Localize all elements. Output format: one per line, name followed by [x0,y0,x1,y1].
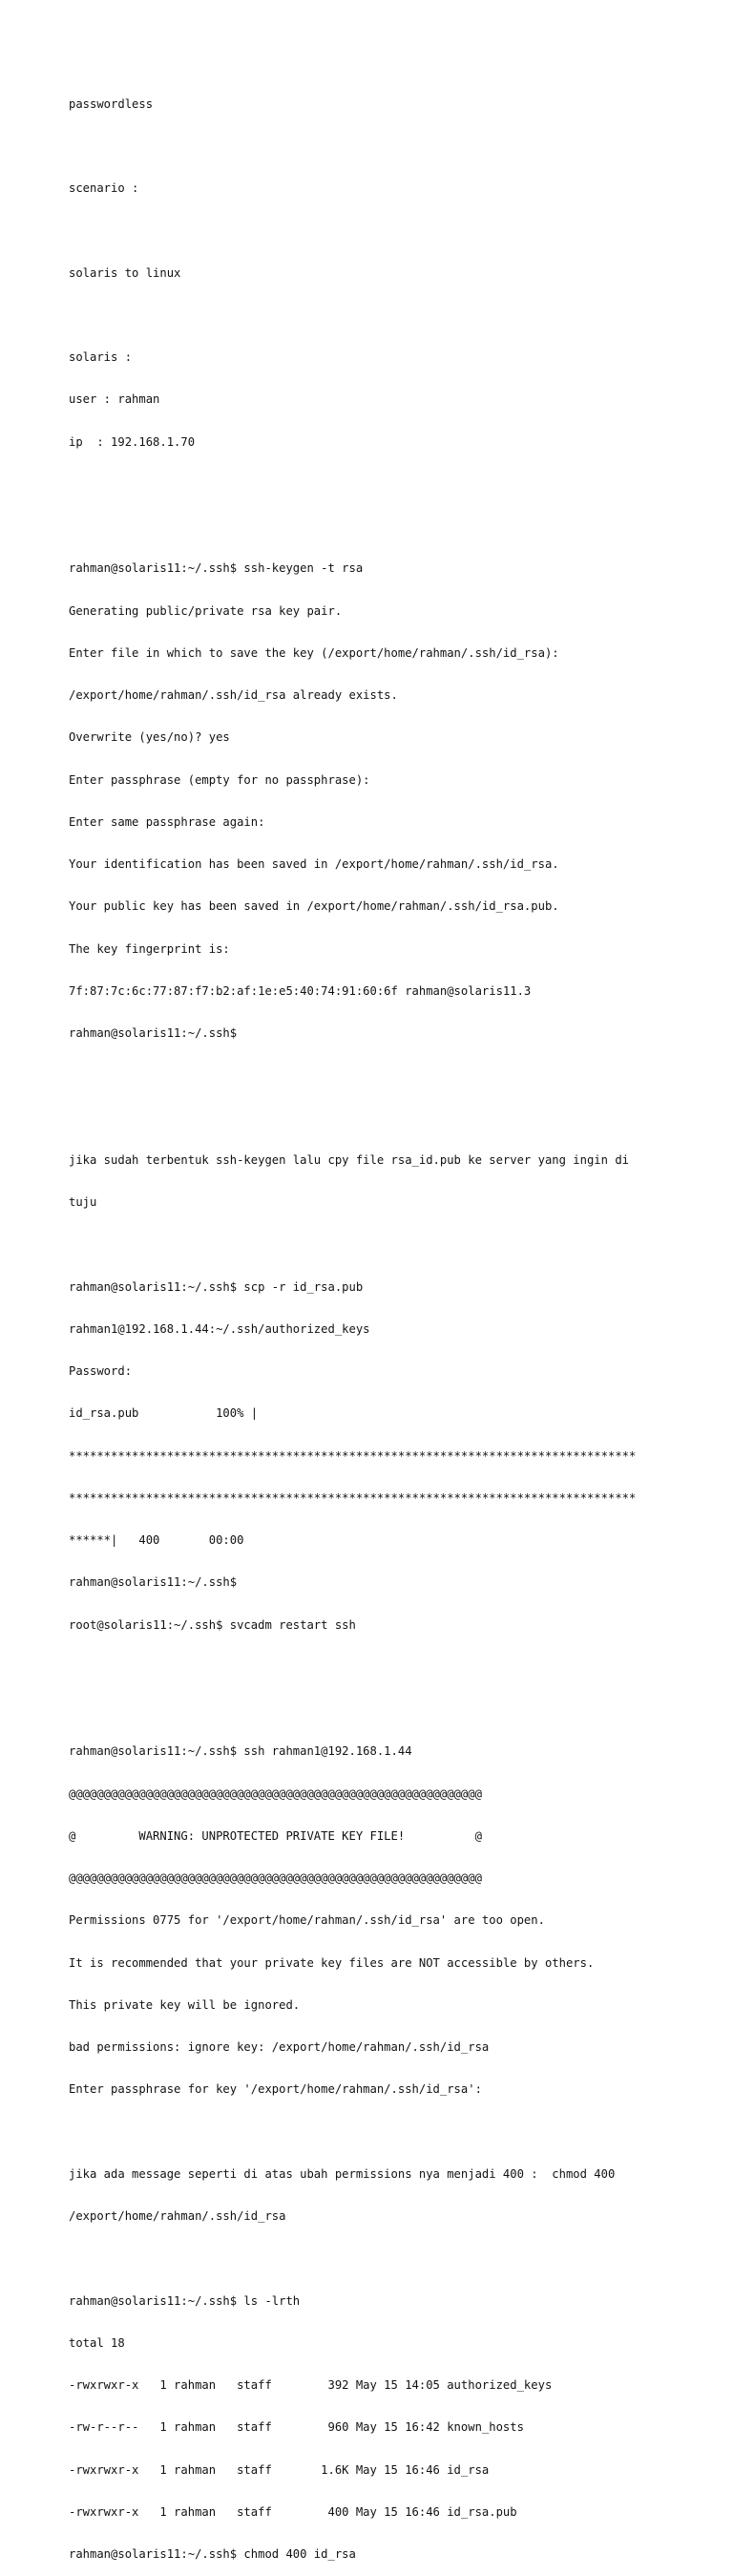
doc-line: rahman1@192.168.1.44:~/.ssh/authorized_keys [69,1321,370,1336]
doc-line [69,1702,718,1717]
doc-line: jika ada message seperti di atas ubah permissions nya menjadi 400 : chmod 400 [69,2166,616,2181]
doc-line: This private key will be ignored. [69,1997,301,2012]
doc-line: /export/home/rahman/.ssh/id_rsa [69,2209,286,2223]
doc-line: The key fingerprint is: [69,941,230,956]
doc-line: solaris : [69,350,133,364]
doc-line [69,1660,718,1675]
doc-line: ip : 192.168.1.70 [69,434,196,449]
doc-line: It is recommended that your private key files are NOT accessible by others. [69,1955,595,1970]
doc-line: Your public key has been saved in /export/home/rahman/.ssh/id_rsa.pub. [69,899,559,914]
doc-line: -rw-r--r-- 1 rahman staff 960 May 15 16:42 known_hosts [69,2420,524,2435]
doc-line: jika sudah terbentuk ssh-keygen lalu cpy file rsa_id.pub ke server yang ingin di [69,1152,629,1167]
doc-line: @@@@@@@@@@@@@@@@@@@@@@@@@@@@@@@@@@@@@@@@@@@@@@@@@@@@@@@@@@@ [69,1871,482,1885]
doc-line: Your identification has been saved in /export/home/rahman/.ssh/id_rsa. [69,857,559,871]
doc-line [69,1068,718,1083]
doc-line [69,223,718,238]
doc-line [69,519,718,534]
doc-line: Enter passphrase for key '/export/home/rahman/.ssh/id_rsa': [69,2082,482,2097]
doc-line: -rwxrwxr-x 1 rahman staff 400 May 15 16:46 id_rsa.pub [69,2504,517,2519]
doc-line [69,2251,718,2266]
doc-line: rahman@solaris11:~/.ssh$ [69,1575,238,1590]
doc-line: user : rahman [69,392,160,407]
doc-line: id_rsa.pub 100% | [69,1406,259,1421]
doc-line [69,308,718,323]
doc-line: solaris to linux [69,265,181,280]
doc-line [69,139,718,154]
doc-line: Password: [69,1364,133,1378]
doc-line: scenario : [69,181,139,195]
doc-line: Enter same passphrase again: [69,814,265,829]
doc-line: passwordless [69,96,154,111]
doc-line: -rwxrwxr-x 1 rahman staff 392 May 15 14:05 authorized_keys [69,2378,553,2392]
doc-line: rahman@solaris11:~/.ssh$ ls -lrth [69,2293,301,2308]
doc-line: rahman@solaris11:~/.ssh$ scp -r id_rsa.pub [69,1279,364,1294]
doc-line: root@solaris11:~/.ssh$ svcadm restart ssh [69,1617,356,1632]
doc-line [69,477,718,492]
doc-line: @ WARNING: UNPROTECTED PRIVATE KEY FILE! @ [69,1828,482,1843]
doc-line: 7f:87:7c:6c:77:87:f7:b2:af:1e:e5:40:74:91:60:6f rahman@solaris11.3 [69,983,532,998]
document-page [69,69,718,2576]
doc-line: Enter file in which to save the key (/export/home/rahman/.ssh/id_rsa): [69,645,559,660]
doc-line: rahman@solaris11:~/.ssh$ ssh rahman1@192.168.1.44 [69,1744,412,1759]
doc-line [69,1237,718,1252]
doc-line [69,1111,718,1126]
doc-line: ******| 400 00:00 [69,1533,244,1547]
doc-line [69,2125,718,2140]
doc-line: -rwxrwxr-x 1 rahman staff 1.6K May 15 16:46 id_rsa [69,2462,490,2477]
doc-line: total 18 [69,2335,125,2350]
doc-line: Enter passphrase (empty for no passphrase): [69,772,370,787]
doc-line: rahman@solaris11:~/.ssh$ ssh-keygen -t rsa [69,561,364,576]
doc-line: rahman@solaris11:~/.ssh$ [69,1026,238,1040]
doc-line: Generating public/private rsa key pair. [69,603,343,618]
doc-line: Overwrite (yes/no)? yes [69,730,230,745]
doc-line: bad permissions: ignore key: /export/home/rahman/.ssh/id_rsa [69,2040,490,2054]
doc-line: @@@@@@@@@@@@@@@@@@@@@@@@@@@@@@@@@@@@@@@@@@@@@@@@@@@@@@@@@@@ [69,1786,482,1801]
doc-line: ********************************************************************************* [69,1448,637,1463]
doc-line: Permissions 0775 for '/export/home/rahman/.ssh/id_rsa' are too open. [69,1913,545,1928]
doc-line: tuju [69,1195,97,1209]
doc-line: ********************************************************************************* [69,1490,637,1505]
doc-line: rahman@solaris11:~/.ssh$ chmod 400 id_rsa [69,2547,356,2561]
doc-line: /export/home/rahman/.ssh/id_rsa already exists. [69,688,398,702]
